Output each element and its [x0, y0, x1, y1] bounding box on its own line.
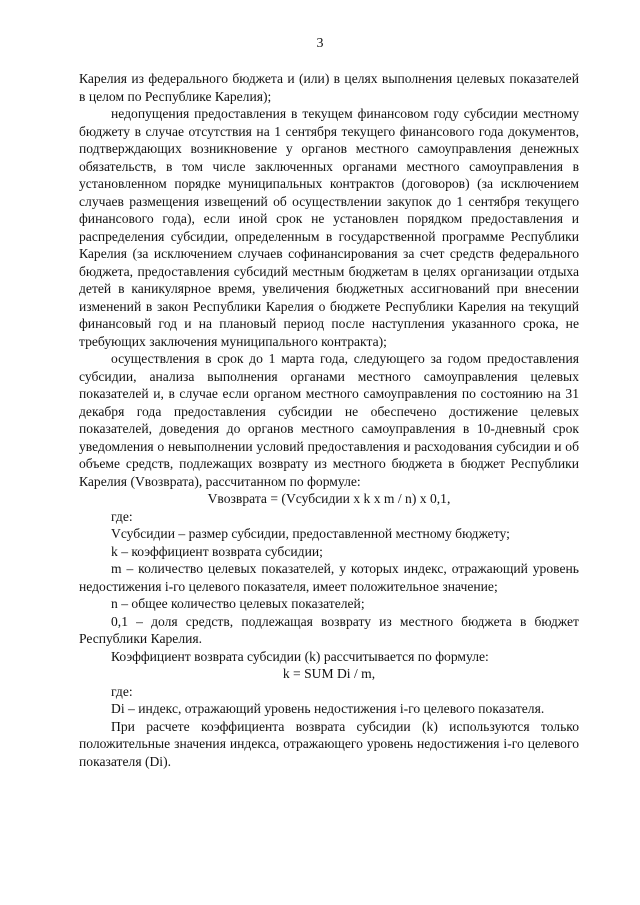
paragraph-3: осуществления в срок до 1 марта года, следующего за годом предоставления субсидии, анализа выполнения органами местного самоуправления целевых показателей и, в случае если органом местного самоуправления по состоянию на 31 декабря года предоставления субсидии не обеспечено достижение целевых показателей, доведения до органов местного самоуправления в 10-дневный срок уведомления о невыполнении условий предоставления и расходования субсидии и об объеме средств, подлежащих возврату из местного бюджета в бюджет Республики Карелия (Vвозврата), рассчитанном по формуле: [79, 351, 579, 489]
definition-di: Di – индекс, отражающий уровень недостижения i-го целевого показателя. [111, 701, 545, 716]
page-number: 3 [316, 36, 324, 51]
paragraph-positive-values: При расчете коэффициента возврата субсидии (k) используются только положительные значения индекса, отражающего уровень недостижения i-го целевого показателя (Di). [79, 718, 579, 769]
paragraph-where-1: где: [111, 508, 133, 524]
definition-vsubsidy: Vсубсидии – размер субсидии, предоставленной местному бюджету; [111, 526, 510, 541]
paragraph-coefficient-intro: Коэффициент возврата субсидии (k) рассчитывается по формуле: [111, 648, 489, 664]
formula-coefficient: k = SUM Di / m, [282, 666, 376, 681]
document-body [79, 70, 579, 770]
definition-m: m – количество целевых показателей, у которых индекс, отражающий уровень недостижения i-го целевого показателя, имеет положительное значение; [79, 561, 579, 594]
paragraph-where-2: где: [111, 683, 133, 699]
paragraph-2: недопущения предоставления в текущем финансовом году субсидии местному бюджету в случае отсутствия на 1 сентября текущего финансового года документов, подтверждающих возникновение у органов местного самоуправления денежных обязательств, в том числе заключенных органами местного самоуправления в установленном порядке муниципальных контрактов (договоров) (за исключением случаев размещения извещений об осуществлении закупок до 1 сентября текущего финансового года), если иной срок не установлен порядком предоставления и распределения субсидии, определенным в государственной программе Республики Карелия (за исключением случаев софинансирования за счет средств федерального бюджета, предоставления субсидий местным бюджетам в целях организации отдыха детей в каникулярное время, увеличения бюджетных ассигнований при внесении изменений в закон Республики Карелия о бюджете Республики Карелия на текущий финансовый год и на плановый период после наступления указанного срока, не требующих заключения муниципального контракта); [79, 106, 579, 349]
formula-refund-amount: Vвозврата = (Vсубсидии x k x m / n) x 0,1, [207, 491, 451, 506]
paragraph-1: Карелия из федерального бюджета и (или) в целях выполнения целевых показателей в целом по Республике Карелия); [79, 71, 579, 104]
definition-n: n – общее количество целевых показателей; [111, 596, 365, 611]
definition-k: k – коэффициент возврата субсидии; [111, 543, 323, 559]
definition-share: 0,1 – доля средств, подлежащая возврату из местного бюджета в бюджет Республики Карелия. [79, 613, 579, 646]
